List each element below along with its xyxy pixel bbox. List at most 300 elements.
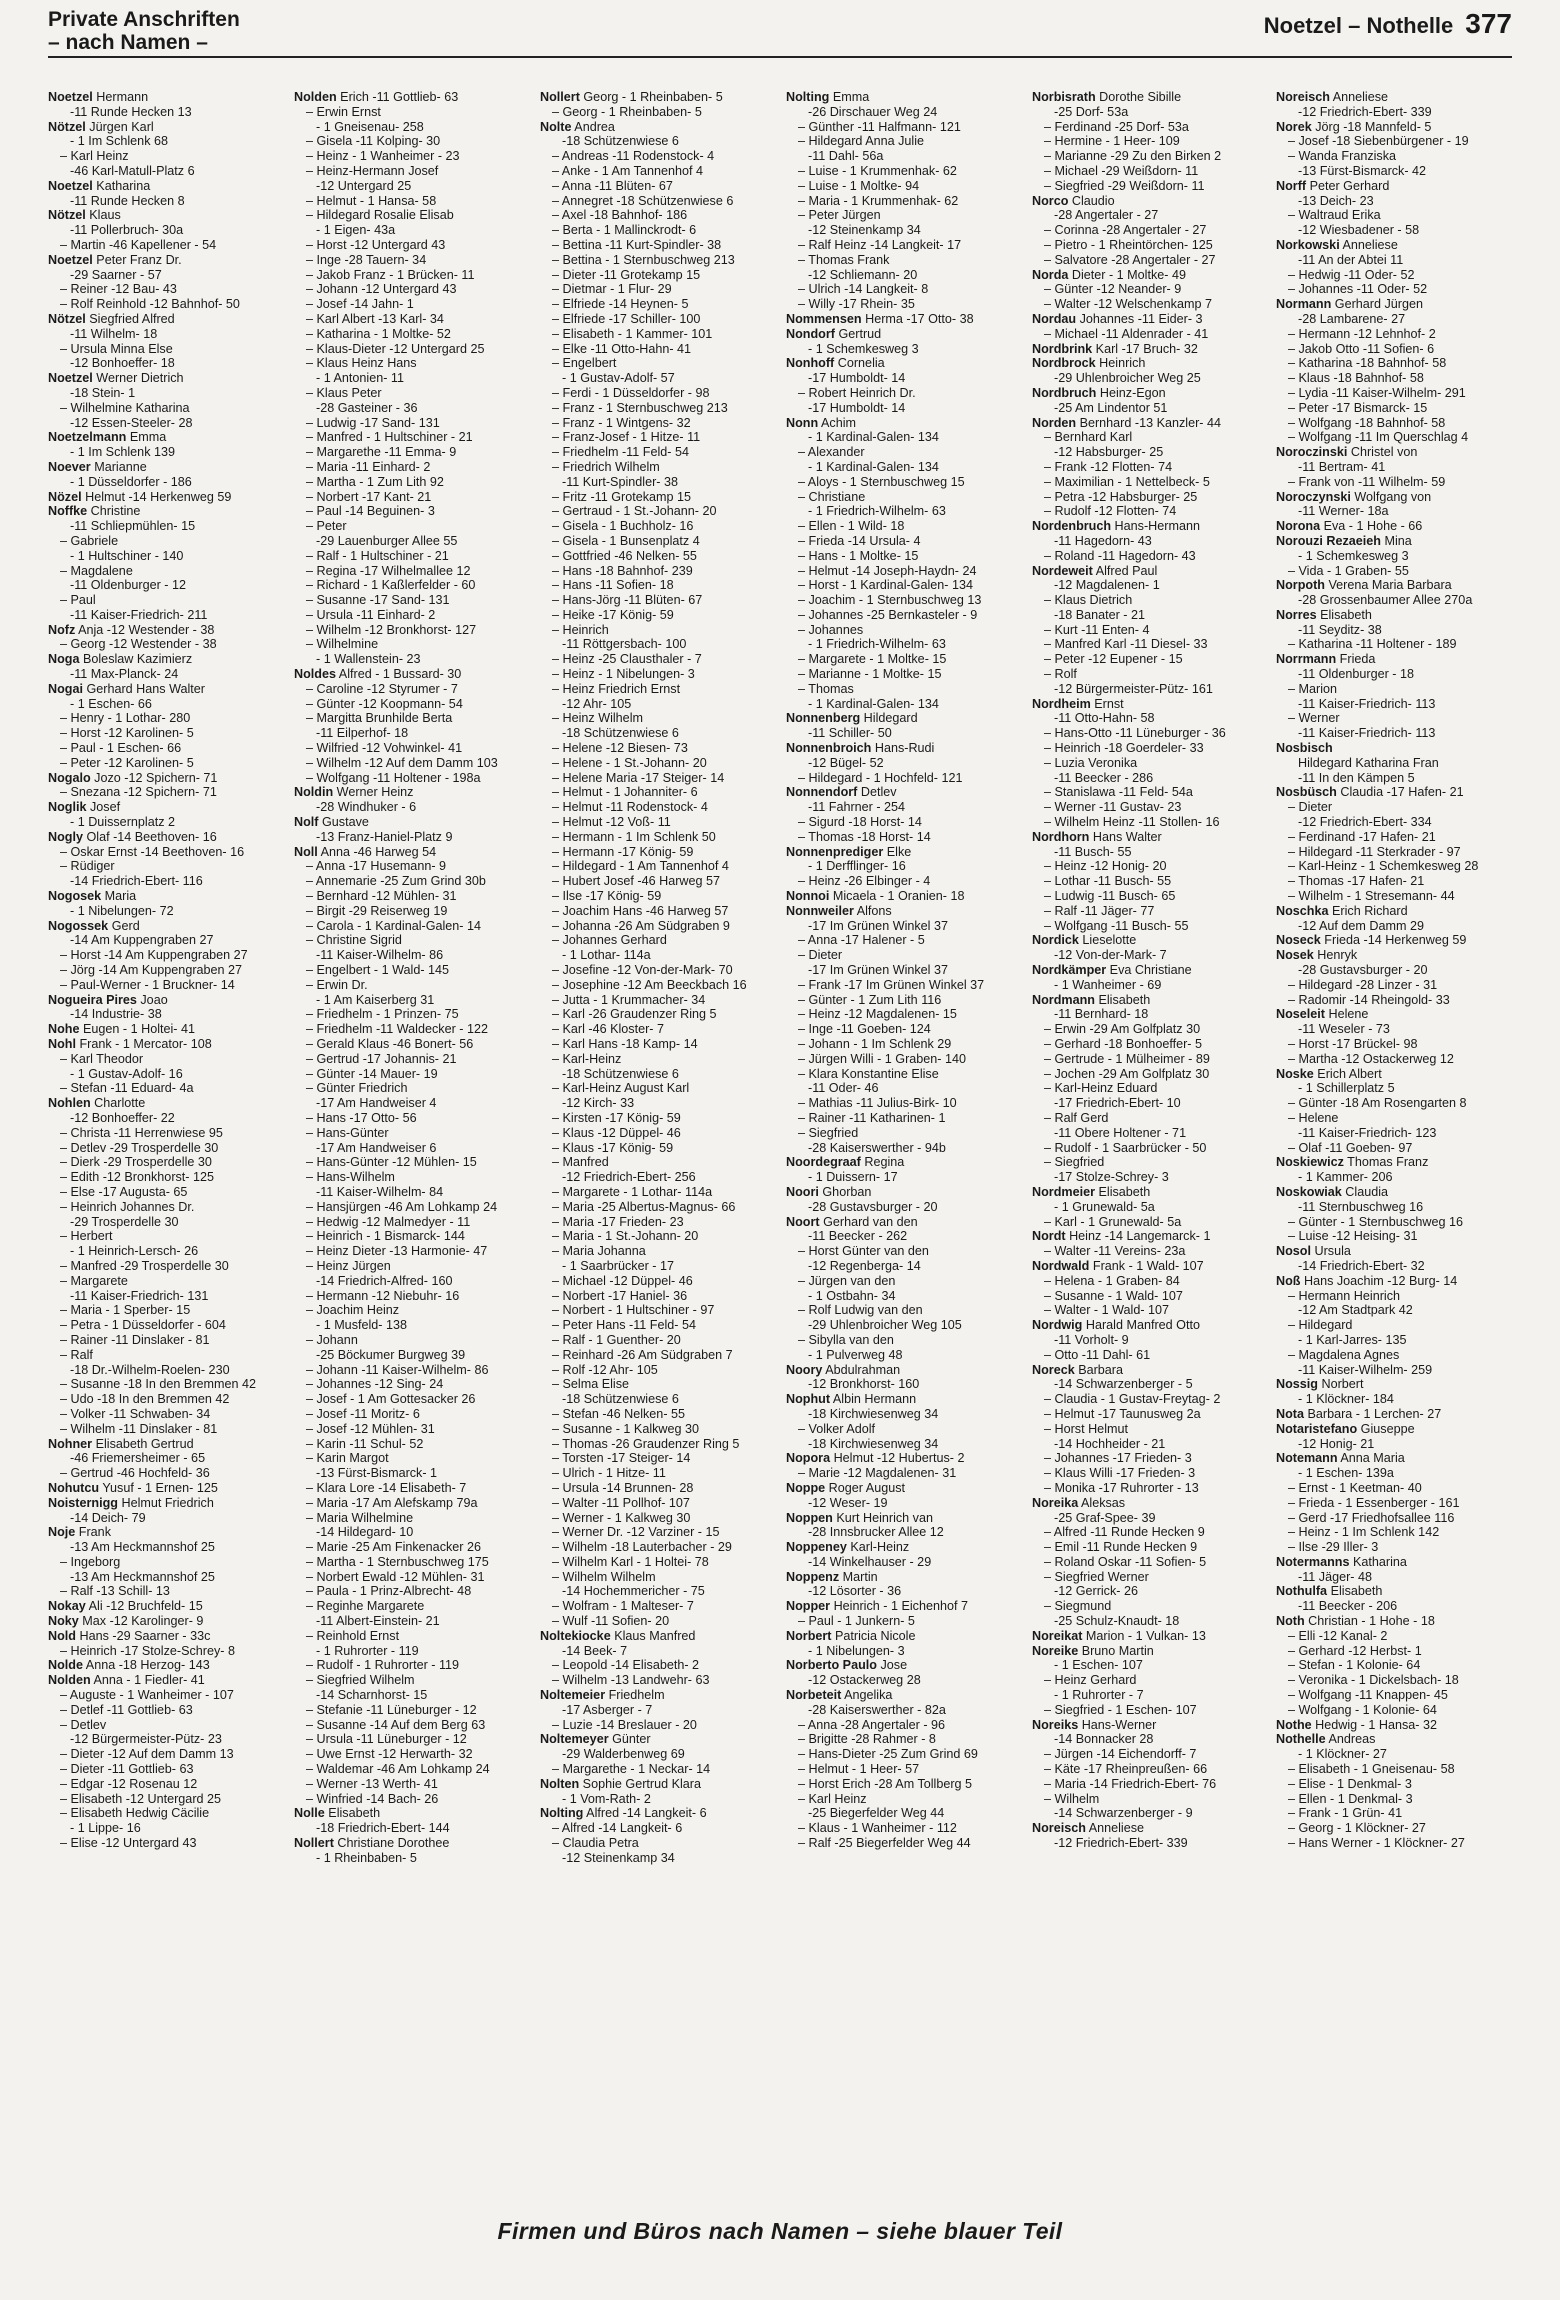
address-line: -13 Franz-Haniel-Platz 9: [316, 829, 453, 844]
entry-detail: Karl-Heinz: [846, 1540, 910, 1555]
surname: Nonnendorf: [786, 785, 858, 800]
address-line: -12 Essen-Steeler- 28: [70, 415, 193, 430]
entry-detail: Herma -17 Otto- 38: [861, 311, 974, 326]
listing-entry: – Otto -11 Dahl- 61: [1044, 1347, 1151, 1362]
listing-entry: – Inge -28 Tauern- 34: [306, 252, 427, 267]
entry-detail: Helmut Friedrich: [117, 1495, 214, 1510]
surname: Norouzi Rezaeieh: [1276, 533, 1381, 548]
listing-entry: – Hans-Wilhelm: [306, 1170, 395, 1185]
surname: Noseleit: [1276, 1007, 1325, 1022]
surname: Nosek: [1276, 948, 1314, 963]
address-line: - 1 Wanheimer - 69: [1054, 977, 1162, 992]
listing-entry: – Bettina - 1 Sternbuschweg 213: [552, 252, 735, 267]
listing-entry: – Horst - 1 Kardinal-Galen- 134: [798, 578, 973, 593]
listing-entry: – Wulf -11 Sofien- 20: [552, 1614, 670, 1629]
listing-entry: [540, 1732, 776, 1747]
address-line: -25 Böckumer Burgweg 39: [316, 1347, 466, 1362]
listing-entry: – Berta - 1 Mallinckrodt- 6: [552, 223, 697, 238]
listing-entry: [786, 741, 1022, 756]
listing-entry: [1276, 519, 1512, 534]
surname: Nokay: [48, 1599, 86, 1614]
listing-entry: – Paul - 1 Eschen- 66: [60, 741, 182, 756]
listing-entry: – Karl - 1 Grunewald- 5a: [1044, 1214, 1182, 1229]
listing-entry: [1276, 741, 1512, 756]
listing-entry: [48, 312, 284, 327]
listing-entry: [48, 1096, 284, 1111]
listing-entry: [48, 1437, 284, 1452]
listing-entry: – Wilhelm Karl - 1 Holtei- 78: [552, 1554, 709, 1569]
entry-detail: Marianne: [90, 459, 147, 474]
entry-detail: Frieda -14 Herkenweg 59: [1320, 933, 1467, 948]
listing-entry: – Rudolf - 1 Saarbrücker - 50: [1044, 1140, 1207, 1155]
listing-entry: – Maria -14 Friedrich-Ebert- 76: [1044, 1776, 1217, 1791]
listing-entry: – Heinrich - 1 Bismarck- 144: [306, 1229, 465, 1244]
entry-detail: Cornelia: [834, 356, 885, 371]
listing-entry: [786, 1629, 1022, 1644]
listing-entry: – Friedhelm -11 Feld- 54: [552, 445, 689, 460]
listing-entry: – Torsten -17 Steiger- 14: [552, 1451, 691, 1466]
listing-entry: – Elise -12 Untergard 43: [60, 1836, 197, 1851]
surname: Nohe: [48, 1022, 80, 1037]
listing-entry: – Ralf Heinz -14 Langkeit- 17: [798, 237, 962, 252]
address-line: - 1 Klöckner- 184: [1298, 1392, 1394, 1407]
entry-detail: Lieselotte: [1078, 933, 1137, 948]
entry-detail: Henryk: [1313, 948, 1358, 963]
listing-entry: – Walter -11 Vereins- 23a: [1044, 1244, 1186, 1259]
address-line: - 1 Friedrich-Wilhelm- 63: [808, 637, 946, 652]
listing-entry: – Ralf -13 Schill- 13: [60, 1584, 170, 1599]
address-line: -12 Von-der-Mark- 7: [1054, 948, 1167, 963]
listing-entry: – Erwin -29 Am Golfplatz 30: [1044, 1022, 1201, 1037]
listing-entry: [1032, 1718, 1268, 1733]
listing-entry: – Monika -17 Ruhrorter - 13: [1044, 1480, 1199, 1495]
listing-entry: – Karin -11 Schul- 52: [306, 1436, 424, 1451]
listing-entry: – Wilhelm -12 Bronkhorst- 127: [306, 622, 477, 637]
entry-detail: Boleslaw Kazimierz: [79, 652, 193, 667]
listing-entry: – Leopold -14 Elisabeth- 2: [552, 1658, 700, 1673]
listing-entry: – Alfred -14 Langkeit- 6: [552, 1821, 683, 1836]
listing-entry: – Anke - 1 Am Tannenhof 4: [552, 163, 704, 178]
surname: Nolting: [540, 1806, 584, 1821]
surname: Noetzel: [48, 178, 93, 193]
listing-entry: – Siegfried: [1044, 1155, 1105, 1170]
listing-entry: – Friedrich Wilhelm: [552, 459, 660, 474]
listing-entry: – Elisabeth - 1 Gneisenau- 58: [1288, 1762, 1455, 1777]
listing-entry: – Gisela -11 Kolping- 30: [306, 134, 441, 149]
listing-column-5: [1032, 90, 1268, 2205]
address-line: - 1 Kammer- 206: [1298, 1170, 1393, 1185]
address-line: - 1 Nibelungen- 3: [808, 1643, 905, 1658]
listing-entry: – Werner - 1 Kalkweg 30: [552, 1510, 691, 1525]
listing-entry: – Hans -17 Otto- 56: [306, 1110, 417, 1125]
listing-entry: – Dieter: [798, 948, 843, 963]
listing-entry: – Wilhelm -12 Auf dem Damm 103: [306, 755, 498, 770]
surname: Noll: [294, 844, 318, 859]
entry-detail: Elisabeth: [1327, 1584, 1383, 1599]
listing-entry: – Lothar -11 Busch- 55: [1044, 874, 1172, 889]
listing-entry: – Maria Wilhelmine: [306, 1510, 414, 1525]
entry-detail: Olaf -14 Beethoven- 16: [82, 829, 217, 844]
listing-entry: – Jürgen -14 Eichendorff- 7: [1044, 1747, 1197, 1762]
address-line: -12 Bonhoeffer- 18: [70, 356, 175, 371]
entry-detail: Elke: [883, 844, 912, 859]
footer-note: Firmen und Büros nach Namen – siehe blauer Teil: [497, 2218, 1063, 2244]
listing-entry: – Martha - 1 Zum Lith 92: [306, 474, 444, 489]
listing-entry: – Heinz - 1 Nibelungen- 3: [552, 667, 695, 682]
address-line: -17 Stolze-Schrey- 3: [1054, 1170, 1169, 1185]
listing-entry: – Bettina -11 Kurt-Spindler- 38: [552, 237, 722, 252]
address-line: Hildegard Katharina Fran: [1298, 755, 1439, 770]
listing-entry: – Hermann - 1 Im Schlenk 50: [552, 829, 716, 844]
entry-detail: Regina: [860, 1155, 905, 1170]
listing-entry: – Anna -28 Angertaler - 96: [798, 1717, 946, 1732]
entry-detail: Anna Maria: [1337, 1451, 1405, 1466]
listing-entry: [786, 1481, 1022, 1496]
listing-entry: – Johannes -11 Oder- 52: [1288, 282, 1428, 297]
surname: Nordick: [1032, 933, 1079, 948]
address-line: -17 Humboldt- 14: [808, 400, 906, 415]
listing-entry: – Johannes: [798, 622, 864, 637]
entry-detail: Harald Manfred Otto: [1082, 1318, 1200, 1333]
address-line: -14 Scharnhorst- 15: [316, 1688, 428, 1703]
listing-entry: – Else -17 Augusta- 65: [60, 1184, 188, 1199]
listing-entry: [48, 1614, 284, 1629]
listing-entry: – Wilhelm -18 Lauterbacher - 29: [552, 1540, 732, 1555]
listing-entry: – Reinhard -26 Am Südgraben 7: [552, 1347, 733, 1362]
entry-detail: Dorothe Sibille: [1095, 90, 1182, 104]
entry-detail: Alfred Paul: [1092, 563, 1158, 578]
address-line: -18 Banater - 21: [1054, 607, 1146, 622]
listing-entry: – Regina -17 Wilhelmallee 12: [306, 563, 471, 578]
listing-entry: – Sigurd -18 Horst- 14: [798, 815, 922, 830]
listing-entry: [786, 356, 1022, 371]
listing-entry: – Magdalena Agnes: [1288, 1347, 1400, 1362]
listing-entry: – Ludwig -17 Sand- 131: [306, 415, 440, 430]
listing-entry: – Thomas -17 Hafen- 21: [1288, 874, 1425, 889]
address-line: -11 Sternbuschweg 16: [1298, 1199, 1424, 1214]
listing-entry: – Jochen -29 Am Golfplatz 30: [1044, 1066, 1210, 1081]
entry-detail: Hans-Hermann: [1111, 519, 1200, 534]
listing-entry: [1032, 312, 1268, 327]
listing-entry: – Ingeborg: [60, 1554, 121, 1569]
listing-entry: – Luise - 1 Krummenhak- 62: [798, 163, 957, 178]
entry-detail: Christel von: [1347, 445, 1418, 460]
listing-entry: [1276, 1067, 1512, 1082]
surname: Nordbrock: [1032, 356, 1096, 371]
listing-entry: – Magdalene: [60, 563, 133, 578]
entry-detail: Katharina: [92, 178, 151, 193]
entry-detail: Albin Hermann: [830, 1392, 917, 1407]
address-line: - 1 Ostbahn- 34: [808, 1288, 896, 1303]
listing-entry: – Roland Oskar -11 Sofien- 5: [1044, 1554, 1207, 1569]
listing-entry: – Heike -17 König- 59: [552, 607, 674, 622]
listing-entry: – Josef -18 Siebenbürgener - 19: [1288, 134, 1469, 149]
listing-entry: – Walter -12 Welschenkamp 7: [1044, 297, 1212, 312]
listing-entry: – Robert Heinrich Dr.: [798, 385, 916, 400]
surname: Noschka: [1276, 903, 1329, 918]
surname: Nordkämper: [1032, 963, 1107, 978]
surname: Nohutcu: [48, 1480, 100, 1495]
listing-entry: – Manfred - 1 Hultschiner - 21: [306, 430, 473, 445]
entry-detail: Joao: [136, 992, 168, 1007]
address-line: -25 Graf-Spee- 39: [1054, 1510, 1156, 1525]
entry-detail: Gerhard Hans Walter: [82, 681, 205, 696]
surname: Notermanns: [1276, 1554, 1350, 1569]
address-line: - 1 Eschen- 139a: [1298, 1466, 1394, 1481]
listing-entry: – Ilse -29 Iller- 3: [1288, 1540, 1379, 1555]
address-line: -11 Schiller- 50: [808, 726, 892, 741]
listing-entry: – Ralf Gerd: [1044, 1110, 1109, 1125]
listing-entry: – Gottfried -46 Nelken- 55: [552, 548, 697, 563]
listing-entry: – Rolf Reinhold -12 Bahnhof- 50: [60, 297, 240, 312]
listing-entry: – Michael -12 Düppel- 46: [552, 1273, 693, 1288]
listing-entry: [48, 623, 284, 638]
surname: Nolting: [786, 90, 830, 104]
listing-entry: – Elfriede -17 Schiller- 100: [552, 311, 701, 326]
address-line: -12 Friedrich-Ebert- 334: [1298, 815, 1432, 830]
listing-entry: – Helmut - 1 Hansa- 58: [306, 193, 437, 208]
listing-entry: [540, 1629, 776, 1644]
address-line: -11 Schliepmühlen- 15: [70, 519, 196, 534]
address-line: -12 Lösorter - 36: [808, 1584, 902, 1599]
surname: Noldin: [294, 785, 334, 800]
address-line: -11 Dahl- 56a: [808, 149, 884, 164]
listing-entry: – Marion: [1288, 681, 1337, 696]
surname: Noske: [1276, 1066, 1314, 1081]
page-number: 377: [1465, 8, 1512, 39]
listing-entry: [1276, 297, 1512, 312]
listing-entry: – Siegfried -29 Weißdorn- 11: [1044, 178, 1205, 193]
address-line: - 1 Gustav-Adolf- 57: [562, 371, 675, 386]
listing-entry: – Susanne -18 In den Bremmen 42: [60, 1377, 257, 1392]
listing-entry: – Roland -11 Hagedorn- 43: [1044, 548, 1196, 563]
listing-entry: – Wilhelm - 1 Stresemann- 44: [1288, 889, 1455, 904]
listing-entry: – Hermann -12 Lehnhof- 2: [1288, 326, 1436, 341]
listing-entry: – Aloys - 1 Sternbuschweg 15: [798, 474, 965, 489]
surname: Noffke: [48, 504, 88, 519]
listing-entry: – Siegfried - 1 Eschen- 107: [1044, 1702, 1197, 1717]
listing-entry: – Ralf - 1 Guenther- 20: [552, 1332, 681, 1347]
section-title: [48, 8, 240, 54]
listing-entry: – Maria -17 Frieden- 23: [552, 1214, 684, 1229]
address-line: -11 Kaiser-Friedrich- 113: [1298, 726, 1436, 741]
listing-entry: [1276, 1584, 1512, 1599]
listing-entry: [1276, 179, 1512, 194]
entry-detail: Eva Christiane: [1106, 963, 1192, 978]
address-line: -46 Karl-Matull-Platz 6: [70, 163, 195, 178]
listing-entry: – Hermann -12 Niebuhr- 16: [306, 1288, 460, 1303]
listing-entry: [540, 1777, 776, 1792]
surname: Norda: [1032, 267, 1069, 282]
listing-entry: – Katharina -11 Holtener - 189: [1288, 637, 1457, 652]
surname: Noreike: [1032, 1643, 1079, 1658]
listing-entry: – Ralf -11 Jäger- 77: [1044, 903, 1155, 918]
listing-entry: [1276, 1155, 1512, 1170]
listing-entry: [48, 208, 284, 223]
surname: Nonn: [786, 415, 819, 430]
listing-entry: [1276, 948, 1512, 963]
listing-entry: – Corinna -28 Angertaler - 27: [1044, 223, 1207, 238]
listing-entry: – Olaf -11 Goeben- 97: [1288, 1140, 1413, 1155]
entry-detail: Peter Franz Dr.: [92, 252, 182, 267]
listing-entry: [48, 120, 284, 135]
surname: Nolden: [294, 90, 337, 104]
listing-entry: – Wolfgang -11 Knappen- 45: [1288, 1688, 1448, 1703]
listing-entry: – Werner -13 Werth- 41: [306, 1776, 438, 1791]
surname: Noort: [786, 1214, 820, 1229]
listing-entry: [1032, 386, 1268, 401]
address-line: -14 Bonnacker 28: [1054, 1732, 1154, 1747]
address-line: -12 Friedrich-Ebert- 339: [1298, 104, 1432, 119]
listing-column-1: [48, 90, 284, 2205]
address-line: - 1 Rheinbaben- 5: [316, 1850, 417, 1865]
listing-entry: – Rainer -11 Dinslaker - 81: [60, 1332, 210, 1347]
surname: Nohner: [48, 1436, 93, 1451]
listing-entry: – Norbert -17 Kant- 21: [306, 489, 432, 504]
surname: Noever: [48, 459, 91, 474]
listing-entry: – Klaus Heinz Hans: [306, 356, 417, 371]
listing-entry: – Hans -11 Sofien- 18: [552, 578, 674, 593]
surname: Nonnoi: [786, 889, 830, 904]
surname: Noth: [1276, 1614, 1305, 1629]
listing-entry: [294, 1806, 530, 1821]
listing-entry: [294, 815, 530, 830]
listing-entry: – Erwin Ernst: [306, 104, 381, 119]
entry-detail: Maria: [101, 889, 137, 904]
entry-detail: Eva - 1 Hohe - 66: [1320, 519, 1423, 534]
address-line: -11 Kaiser-Friedrich- 131: [70, 1288, 209, 1303]
surname: Nogosek: [48, 889, 102, 904]
listing-entry: – Werner Dr. -12 Varziner - 15: [552, 1525, 720, 1540]
entry-detail: Christiane Dorothee: [333, 1836, 450, 1851]
address-line: -11 Pollerbruch- 30a: [70, 223, 184, 238]
surname: Norkowski: [1276, 237, 1340, 252]
address-line: -11 Otto-Hahn- 58: [1054, 711, 1155, 726]
address-line: -11 Wilhelm- 18: [70, 326, 158, 341]
entry-detail: Hans-Werner: [1078, 1717, 1157, 1732]
address-line: - 1 Vom-Rath- 2: [562, 1791, 651, 1806]
listing-entry: – Friedhelm - 1 Prinzen- 75: [306, 1007, 459, 1022]
listing-entry: [1276, 608, 1512, 623]
listing-entry: – Hermann -17 König- 59: [552, 844, 694, 859]
listing-entry: – Günter Friedrich: [306, 1081, 408, 1096]
listing-entry: – Heinrich Johannes Dr.: [60, 1199, 195, 1214]
listing-entry: – Josef -11 Moritz- 6: [306, 1406, 420, 1421]
entry-detail: Heinrich - 1 Eichenhof 7: [830, 1599, 968, 1614]
address-line: -14 Industrie- 38: [70, 1007, 162, 1022]
listing-entry: – Paul-Werner - 1 Bruckner- 14: [60, 977, 235, 992]
listing-entry: [1276, 933, 1512, 948]
listing-entry: [48, 993, 284, 1008]
listing-entry: [1276, 578, 1512, 593]
address-line: - 1 Musfeld- 138: [316, 1318, 407, 1333]
listing-entry: – Jakob Otto -11 Sofien- 6: [1288, 341, 1435, 356]
surname: Nogly: [48, 829, 83, 844]
listing-entry: – Wolfgang -11 Im Querschlag 4: [1288, 430, 1469, 445]
surname: Norden: [1032, 415, 1077, 430]
listing-entry: – Gerhard -18 Bonhoeffer- 5: [1044, 1037, 1202, 1051]
listing-entry: [48, 1599, 284, 1614]
listing-entry: [1032, 830, 1268, 845]
listing-entry: [786, 1511, 1022, 1526]
listing-entry: – Emil -11 Runde Hecken 9: [1044, 1540, 1198, 1555]
listing-entry: – Horst Helmut: [1044, 1421, 1128, 1436]
listing-entry: [48, 90, 284, 105]
listing-entry: – Hans-Günter -12 Mühlen- 15: [306, 1155, 477, 1170]
surname: Nonnenbroich: [786, 741, 872, 756]
entry-detail: Helmut -12 Hubertus- 2: [830, 1451, 965, 1466]
entry-detail: Frank: [75, 1525, 111, 1540]
surname: Noreck: [1032, 1362, 1075, 1377]
address-line: -28 Angertaler - 27: [1054, 208, 1159, 223]
surname: Noppenz: [786, 1569, 840, 1584]
surname: Noetzel: [48, 371, 93, 386]
listing-entry: [1032, 1644, 1268, 1659]
entry-detail: Wolfgang von: [1350, 489, 1432, 504]
surname: Noreika: [1032, 1495, 1079, 1510]
address-line: -14 Schwarzenberger - 5: [1054, 1377, 1193, 1392]
listing-entry: [1276, 1422, 1512, 1437]
listing-entry: – Horst -14 Am Kuppengraben 27: [60, 948, 248, 963]
surname: Nolle: [294, 1806, 325, 1821]
listing-entry: – Axel -18 Bahnhof- 186: [552, 208, 688, 223]
listing-entry: – Detlev -29 Trosperdelle 30: [60, 1140, 219, 1155]
listing-entry: – Heinz Dieter -13 Harmonie- 47: [306, 1244, 488, 1259]
listing-entry: – Martin -46 Kapellener - 54: [60, 237, 217, 252]
entry-detail: Emma: [829, 90, 870, 104]
listing-entry: – Gerhard -12 Herbst- 1: [1288, 1643, 1422, 1658]
listing-entry: [786, 1570, 1022, 1585]
surname: Nordmeier: [1032, 1184, 1095, 1199]
listing-entry: – Helene -12 Biesen- 73: [552, 741, 688, 756]
surname: Notemann: [1276, 1451, 1338, 1466]
listing-entry: – Frank -17 Im Grünen Winkel 37: [798, 977, 985, 992]
listing-column-2: [294, 90, 530, 2205]
listing-entry: – Edith -12 Bronkhorst- 125: [60, 1170, 215, 1185]
listing-entry: [294, 90, 530, 105]
listing-entry: – Erwin Dr.: [306, 977, 368, 992]
address-line: - 1 Antonien- 11: [316, 371, 404, 386]
address-line: - 1 Klöckner- 27: [1298, 1747, 1387, 1762]
listing-entry: – Kurt -11 Enten- 4: [1044, 622, 1150, 637]
listing-entry: – Dieter: [1288, 800, 1333, 815]
surname: Noltekiocke: [540, 1628, 611, 1643]
listing-entry: – Klaus - 1 Wanheimer - 112: [798, 1821, 957, 1836]
listing-entry: – Norbert Ewald -12 Mühlen- 31: [306, 1569, 485, 1584]
listing-entry: – Günter -18 Am Rosengarten 8: [1288, 1096, 1467, 1111]
address-line: -13 Deich- 23: [1298, 193, 1374, 208]
entry-detail: Hermann: [92, 90, 149, 104]
listing-entry: – Joachim Hans -46 Harweg 57: [552, 903, 729, 918]
entry-detail: Erich Richard: [1328, 903, 1408, 918]
address-line: -12 Ahr- 105: [562, 696, 632, 711]
address-line: -13 Am Heckmannshof 25: [70, 1569, 215, 1584]
listing-entry: [540, 1688, 776, 1703]
listing-entry: – Karl Theodor: [60, 1051, 144, 1066]
listing-entry: [1032, 1496, 1268, 1511]
entry-detail: Andreas: [1325, 1732, 1376, 1747]
listing-entry: – Reginhe Margarete: [306, 1599, 425, 1614]
address-line: - 1 Kardinal-Galen- 134: [808, 430, 939, 445]
address-line: -28 Innsbrucker Allee 12: [808, 1525, 944, 1540]
listing-entry: – Helmut -14 Joseph-Haydn- 24: [798, 563, 977, 578]
address-line: -46 Friemersheimer - 65: [70, 1451, 206, 1466]
surname: Nohlen: [48, 1096, 91, 1111]
listing-entry: – Klaus Peter: [306, 385, 382, 400]
listing-entry: – Radomir -14 Rheingold- 33: [1288, 992, 1450, 1007]
listing-entry: – Peter: [306, 519, 347, 534]
listing-entry: – Elke -11 Otto-Hahn- 41: [552, 341, 692, 356]
